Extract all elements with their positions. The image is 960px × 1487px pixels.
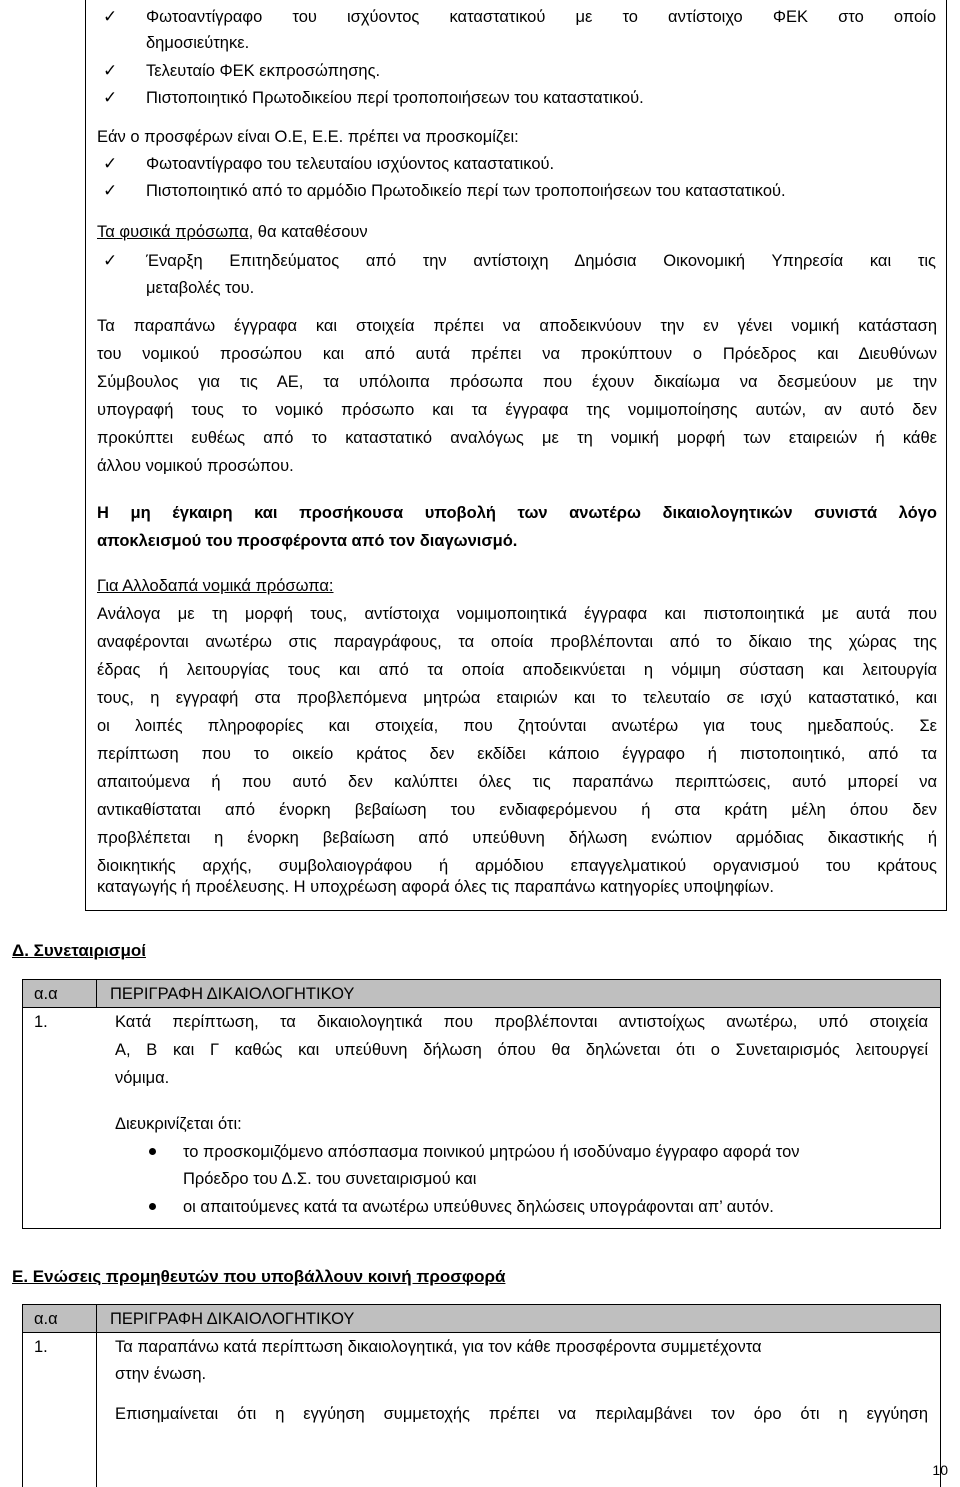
table-header-description: ΠΕΡΙΓΡΑΦΗ ΔΙΚΑΙΟΛΟΓΗΤΙΚΟΥ — [110, 1310, 355, 1328]
paragraph-line: άλλου νομικού προσώπου. — [97, 457, 294, 475]
paragraph-line: προκύπτει ευθέως από το καταστατικό αναλόγως με τη νομική μορφή των εταιρειών ή κάθε — [97, 429, 937, 447]
column-divider — [96, 1305, 97, 1487]
paragraph-line: αντικαθίσταται από ένορκη βεβαίωση του ενδιαφερόμενου ή στα κράτη μέλη όπου δεν — [97, 801, 937, 819]
bullet-text: οι απαιτούμενες κατά τα ανωτέρω υπεύθυνες δηλώσεις υπογράφονται απ’ αυτόν. — [183, 1198, 774, 1216]
check-item-text: μεταβολές του. — [146, 279, 255, 297]
row-text: Κατά περίπτωση, τα δικαιολογητικά που προβλέπονται αντιστοίχως ανωτέρω, υπό στοιχεία — [115, 1013, 928, 1031]
paragraph-line: Τα παραπάνω έγγραφα και στοιχεία πρέπει να αποδεικνύουν την εν γένει νομική κατάσταση — [97, 317, 937, 335]
paragraph-line: του νομικού προσώπου και από αυτά πρέπει να προκύπτουν ο Πρόεδρος και Διευθύνων — [97, 345, 937, 363]
row-text: Τα παραπάνω κατά περίπτωση δικαιολογητικά, για τον κάθε προσφέροντα συμμετέχοντα — [115, 1338, 762, 1356]
check-icon: ✓ — [103, 61, 118, 80]
row-text: νόμιμα. — [115, 1069, 170, 1087]
check-item-text: Πιστοποιητικό Πρωτοδικείου περί τροποποιήσεων του καταστατικού. — [146, 89, 644, 107]
check-icon: ✓ — [103, 88, 118, 107]
check-icon: ✓ — [103, 251, 118, 270]
paragraph-line: καταγωγής ή προέλευσης. Η υποχρέωση αφορά όλες τις παραπάνω κατηγορίες υποψηφίων. — [97, 878, 775, 896]
clarification-label: Διευκρινίζεται ότι: — [115, 1115, 242, 1133]
column-divider — [96, 980, 97, 1008]
natural-persons-intro — [97, 219, 368, 245]
check-item-text: Φωτοαντίγραφο του τελευταίου ισχύοντος καταστατικού. — [146, 155, 555, 173]
paragraph-line: προβλέπεται η ένορκη βεβαίωση από υπεύθυνη δήλωση ενώπιον αρμόδιας δικαστικής ή — [97, 829, 937, 847]
table-header-number: α.α — [34, 1310, 58, 1328]
table-header-description: ΠΕΡΙΓΡΑΦΗ ΔΙΚΑΙΟΛΟΓΗΤΙΚΟΥ — [110, 985, 355, 1003]
check-item-text: Πιστοποιητικό από το αρμόδιο Πρωτοδικείο περί των τροποποιήσεων του καταστατικού. — [146, 182, 786, 200]
row-number: 1. — [34, 1338, 48, 1356]
paragraph-line: υπογραφή τους το νομικό πρόσωπο και τα έγγραφα της νομιμοποίησης αυτών, αν αυτό δεν — [97, 401, 937, 419]
page-number: 10 — [932, 1462, 948, 1478]
row-note: Επισημαίνεται ότι η εγγύηση συμμετοχής πρέπει να περιλαμβάνει τον όρο ότι η εγγύηση — [115, 1405, 928, 1423]
row-text: στην ένωση. — [115, 1365, 207, 1383]
check-icon: ✓ — [103, 181, 118, 200]
bullet-icon — [149, 1203, 156, 1210]
oe-intro: Εάν ο προσφέρων είναι Ο.Ε, Ε.Ε. πρέπει να προσκομίζει: — [97, 128, 519, 146]
check-item-text: Έναρξη Επιτηδεύματος από την αντίστοιχη Δημόσια Οικονομική Υπηρεσία και τις — [146, 252, 936, 270]
paragraph-line: οι λοιπές πληροφορίες και στοιχεία, που ζητούνται ανωτέρω για τους ημεδαπούς. Σε — [97, 717, 937, 735]
paragraph-line: τους, η εγγραφή στα προβλεπόμενα μητρώα εταιριών και το τελευταίο σε ισχύ καταστατικό, και — [97, 689, 937, 707]
check-item-text: Τελευταίο ΦΕΚ εκπροσώπησης. — [146, 62, 381, 80]
foreign-entities-heading: Για Αλλοδαπά νομικά πρόσωπα: — [97, 577, 334, 595]
exclusion-warning: Η μη έγκαιρη και προσήκουσα υποβολή των ανωτέρω δικαιολογητικών συνιστά λόγο — [97, 504, 937, 522]
row-number: 1. — [34, 1013, 48, 1031]
check-icon: ✓ — [103, 7, 118, 26]
bullet-text: το προσκομιζόμενο απόσπασμα ποινικού μητρώου ή ισοδύναμο έγγραφο αφορά τον — [183, 1143, 800, 1161]
natural-persons-label: Τα φυσικά πρόσωπα — [97, 223, 249, 241]
check-icon: ✓ — [103, 154, 118, 173]
section-d-heading: Δ. Συνεταιρισμοί — [12, 941, 146, 960]
section-e-heading: Ε. Ενώσεις προμηθευτών που υποβάλλουν κοινή προσφορά — [12, 1267, 506, 1286]
bullet-text: Πρόεδρο του Δ.Σ. του συνεταιρισμού και — [183, 1170, 477, 1188]
row-text: Α, Β και Γ καθώς και υπεύθυνη δήλωση όπου θα δηλώνεται ότι ο Συνεταιρισμός λειτουργεί — [115, 1041, 928, 1059]
paragraph-line: Ανάλογα με τη μορφή τους, αντίστοιχα νομιμοποιητικά έγγραφα και πιστοποιητικά με αυτά που — [97, 605, 937, 623]
check-item-text: δημοσιεύτηκε. — [146, 34, 250, 52]
paragraph-line: Σύμβουλος για τις ΑΕ, τα υπόλοιπα πρόσωπα που έχουν δικαίωμα να δεσμεύουν με την — [97, 373, 937, 391]
paragraph-line: διοικητικής αρχής, συμβολαιογράφου ή αρμόδιου επαγγελματικού οργανισμού του κράτους — [97, 857, 937, 875]
paragraph-line: περίπτωση που το οικείο κράτος δεν εκδίδει κάποιο έγγραφο ή πιστοποιητικό, από τα — [97, 745, 937, 763]
exclusion-warning: αποκλεισμού του προσφέροντα από τον διαγωνισμό. — [97, 532, 518, 550]
paragraph-line: αναφέρονται ανωτέρω στις παραγράφους, τα οποία προβλέπονται από το δίκαιο της χώρας της — [97, 633, 937, 651]
paragraph-line: απαιτούμενα ή που αυτό δεν καλύπτει όλες τις παραπάνω περιπτώσεις, αυτό μπορεί να — [97, 773, 937, 791]
table-header-number: α.α — [34, 985, 58, 1003]
paragraph-line: έδρας ή λειτουργίας τους και από τα οποία αποδεικνύεται η νόμιμη σύσταση και λειτουργία — [97, 661, 937, 679]
bullet-icon — [149, 1148, 156, 1155]
natural-persons-rest: , θα καταθέσουν — [248, 223, 368, 241]
check-item-text: Φωτοαντίγραφο του ισχύοντος καταστατικού με το αντίστοιχο ΦΕΚ στο οποίο — [146, 8, 936, 26]
